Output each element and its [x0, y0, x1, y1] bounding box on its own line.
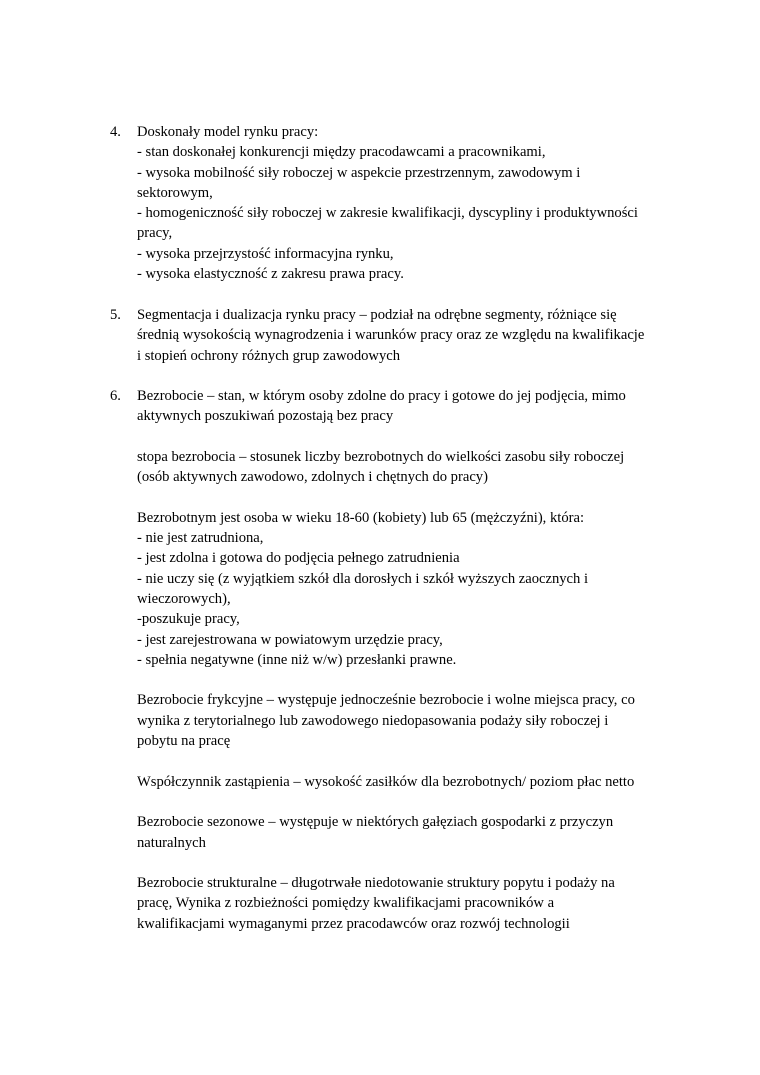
text-line: - stan doskonałej konkurencji między pracodawcami a pracownikami,	[137, 144, 546, 161]
text-line: - wysoka mobilność siły roboczej w aspekcie przestrzennym, zawodowym i	[137, 164, 581, 181]
text-line: i stopień ochrony różnych grup zawodowych	[137, 347, 401, 364]
text-line: - nie uczy się (z wyjątkiem szkół dla dorosłych i szkół wyższych zaocznych i	[137, 570, 589, 587]
paragraph-bezrobocie	[137, 386, 697, 427]
paragraph-wspolczynnik-zastapienia	[137, 772, 697, 792]
text-line: Segmentacja i dualizacja rynku pracy – podział na odrębne segmenty, różniące się	[137, 307, 617, 323]
text-line: stopa bezrobocia – stosunek liczby bezrobotnych do wielkości zasobu siły roboczej	[137, 448, 625, 465]
text-line: - homogeniczność siły roboczej w zakresie kwalifikacji, dyscypliny i produktywności	[137, 205, 638, 222]
paragraph-bezrobocie-sezonowe	[137, 812, 697, 853]
item-body	[137, 122, 697, 284]
text-line: pracę, Wynika z rozbieżności pomiędzy kwalifikacjami pracowników a	[137, 895, 555, 912]
text-line: średnią wysokością wynagrodzenia i warunków pracy oraz ze względu na kwalifikacje	[137, 327, 645, 344]
text-line: kwalifikacjami wymaganymi przez pracodawców oraz rozwój technologii	[137, 915, 570, 932]
text-line: Bezrobocie – stan, w którym osoby zdolne do pracy i gotowe do jej podjęcia, mimo	[137, 388, 626, 404]
text-line: - nie jest zatrudniona,	[137, 530, 264, 547]
item-number: 5.	[110, 307, 121, 323]
text-line: (osób aktywnych zawodowo, zdolnych i chętnych do pracy)	[137, 469, 488, 486]
text-line: - wysoka elastyczność z zakresu prawa pracy.	[137, 266, 404, 283]
text-line: - jest zdolna i gotowa do podjęcia pełnego zatrudnienia	[137, 550, 460, 567]
item-number: 6.	[110, 388, 121, 404]
text-line: Bezrobocie frykcyjne – występuje jednocześnie bezrobocie i wolne miejsca pracy, co	[137, 692, 635, 709]
text-line: Bezrobotnym jest osoba w wieku 18-60 (kobiety) lub 65 (mężczyźni), która:	[137, 509, 585, 526]
text-line: - jest zarejestrowana w powiatowym urzędzie pracy,	[137, 631, 443, 648]
text-line: pobytu na pracę	[137, 733, 231, 750]
item-number: 4.	[110, 124, 121, 140]
text-line: - wysoka przejrzystość informacyjna rynku,	[137, 245, 394, 262]
paragraph-bezrobocie-frykcyjne	[137, 690, 697, 751]
text-line: wynika z terytorialnego lub zawodowego niedopasowania podaży siły roboczej i	[137, 712, 609, 729]
paragraph-bezrobotny-definition	[137, 508, 697, 670]
text-line: Bezrobocie strukturalne – długotrwałe niedotowanie struktury popytu i podaży na	[137, 875, 615, 892]
text-line: Bezrobocie sezonowe – występuje w niektórych gałęziach gospodarki z przyczyn	[137, 814, 614, 831]
text-line: aktywnych poszukiwań pozostają bez pracy	[137, 408, 394, 425]
text-line: sektorowym,	[137, 184, 213, 201]
text-line: - spełnia negatywne (inne niż w/w) przesłanki prawne.	[137, 651, 457, 668]
item-heading: Doskonały model rynku pracy:	[137, 124, 319, 140]
text-line: wieczorowych),	[137, 590, 231, 607]
text-line: pracy,	[137, 225, 173, 242]
item-body	[137, 305, 697, 366]
item-body	[137, 386, 697, 934]
paragraph-stopa-bezrobocia	[137, 447, 697, 488]
text-line: -poszukuje pracy,	[137, 611, 240, 628]
text-line: Współczynnik zastąpienia – wysokość zasiłków dla bezrobotnych/ poziom płac netto	[137, 773, 635, 790]
paragraph-bezrobocie-strukturalne	[137, 873, 697, 934]
text-line: naturalnych	[137, 834, 206, 851]
